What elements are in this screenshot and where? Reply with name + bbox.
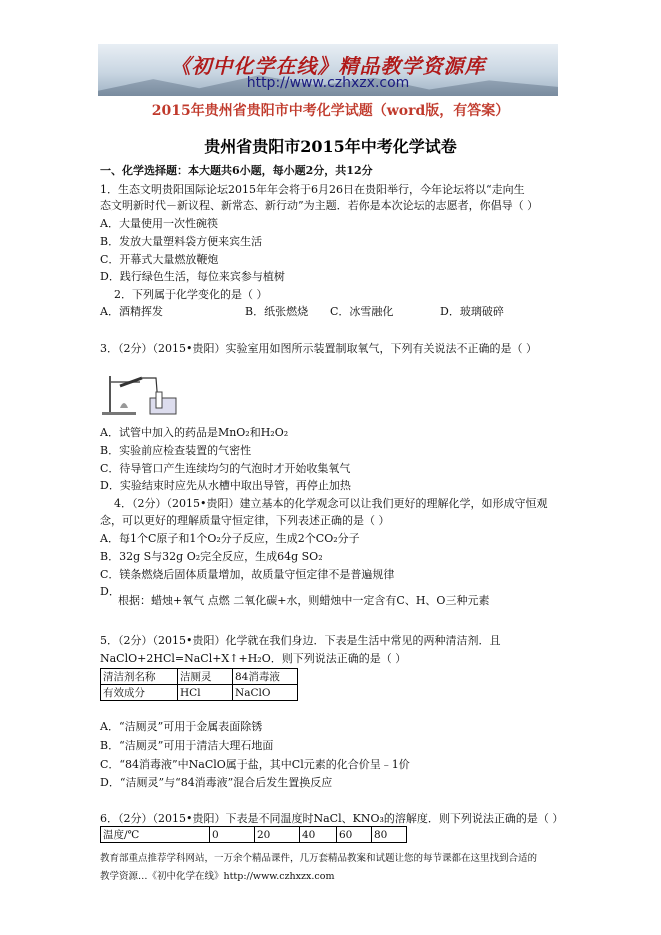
q5-option-c: C．“84消毒液”中NaClO属于盐，其中Cl元素的化合价呈﹣1价 xyxy=(100,758,410,771)
q1-option-c: C．开幕式大量燃放鞭炮 xyxy=(100,253,219,266)
footer-line2[interactable]: 教学资源…《初中化学在线》http://www.czhxzx.com xyxy=(100,871,335,882)
q6-stem: 6．（2分）（2015•贵阳）下表是不同温度时NaCl、KNO₃的溶解度．则下列说法正确的是（ ） xyxy=(100,812,564,825)
q5-option-b: B．“洁厕灵”可用于清洁大理石地面 xyxy=(100,739,274,752)
q4-option-d: 根据：蜡烛+氧气 点燃 二氧化碳+水，则蜡烛中一定含有C、H、O三种元素 xyxy=(118,594,490,607)
table-row xyxy=(101,669,298,685)
water-trough xyxy=(150,398,176,414)
table-cell: 80 xyxy=(372,827,407,843)
q5-option-a: A．“洁厕灵”可用于金属表面除锈 xyxy=(100,720,263,733)
table-cell: NaClO xyxy=(233,685,298,701)
table-cell: 84消毒液 xyxy=(233,669,298,685)
q4-stem-line1: 4．（2分）（2015•贵阳）建立基本的化学观念可以让我们更好的理解化学，如形成守恒观 xyxy=(114,497,548,510)
q3-option-d: D．实验结束时应先从水槽中取出导管，再停止加热 xyxy=(100,479,351,492)
q4-stem-line2: 念，可以更好的理解质量守恒定律，下列表述正确的是（ ） xyxy=(100,514,390,527)
q2-option-b: B．纸张燃烧 xyxy=(245,305,309,318)
q4-option-c: C．镁条燃烧后固体质量增加，故质量守恒定律不是普遍规律 xyxy=(100,568,395,581)
q1-option-a: A．大量使用一次性碗筷 xyxy=(100,217,218,230)
table-cell: HCl xyxy=(178,685,233,701)
q3-stem: 3．（2分）（2015•贵阳）实验室用如图所示装置制取氧气，下列有关说法不正确的是（ ） xyxy=(100,342,537,355)
gas-collecting-bottle xyxy=(156,392,162,408)
q5-option-d: D．“洁厕灵”与“84消毒液”混合后发生置换反应 xyxy=(100,776,333,789)
q1-option-d: D．践行绿色生活，每位来宾参与植树 xyxy=(100,270,285,283)
q4-option-b: B．32g S与32g O₂完全反应，生成64g SO₂ xyxy=(100,550,323,563)
table-cell: 0 xyxy=(210,827,255,843)
stand-base xyxy=(102,412,136,415)
table-row xyxy=(101,685,298,701)
q2-option-a: A．酒精挥发 xyxy=(100,305,163,318)
header-banner xyxy=(98,44,558,96)
q1-stem-line2: 态文明新时代－新议程、新常态、新行动”为主题．若你是本次论坛的志愿者，你倡导（ ） xyxy=(100,199,539,212)
banner-title: 《初中化学在线》精品教学资源库 xyxy=(170,54,486,78)
q3-option-a: A．试管中加入的药品是MnO₂和H₂O₂ xyxy=(100,426,289,439)
alcohol-lamp xyxy=(120,403,128,408)
footer-line1: 教育部重点推荐学科网站，一万余个精品课件，几万套精品教案和试题让您的每节课都在这里找到合适的 xyxy=(100,853,538,864)
q4-option-d-label: D． xyxy=(100,585,120,598)
q4-option-a: A．每1个C原子和1个O₂分子反应，生成2个CO₂分子 xyxy=(100,532,360,545)
table-cell: 温度/℃ xyxy=(101,827,210,843)
document-top-title: 2015年贵州省贵阳市中考化学试题（word版，有答案） xyxy=(151,103,510,119)
table-cell: 有效成分 xyxy=(101,685,178,701)
q5-stem-line1: 5．（2分）（2015•贵阳）化学就在我们身边．下表是生活中常见的两种清洁剂．且 xyxy=(100,634,501,647)
q3-option-b: B．实验前应检查装置的气密性 xyxy=(100,444,252,457)
table-cell: 清洁剂名称 xyxy=(101,669,178,685)
q2-option-c: C．冰雪融化 xyxy=(330,305,394,318)
q1-option-b: B．发放大量塑料袋方便来宾生活 xyxy=(100,235,263,248)
section-heading: 一、化学选择题：本大题共6小题，每小题2分，共12分 xyxy=(100,164,373,177)
table-cell: 洁厕灵 xyxy=(178,669,233,685)
table-cell: 20 xyxy=(255,827,300,843)
table-cell: 60 xyxy=(337,827,372,843)
q5-stem-line2: NaClO+2HCl=NaCl+X↑+H₂O．则下列说法正确的是（ ） xyxy=(100,652,407,665)
q1-stem-line1: 1．生态文明贵阳国际论坛2015年年会将于6月26日在贵阳举行，今年论坛将以“走向生 xyxy=(100,183,525,196)
oxygen-apparatus-figure xyxy=(100,370,180,416)
exam-title: 贵州省贵阳市2015年中考化学试卷 xyxy=(204,137,457,156)
banner-url[interactable]: http://www.czhxzx.com xyxy=(246,75,410,91)
q3-option-c: C．待导管口产生连续均匀的气泡时才开始收集氧气 xyxy=(100,462,351,475)
footer-note xyxy=(100,850,537,882)
table-cell: 40 xyxy=(300,827,337,843)
q6-solubility-table xyxy=(100,826,407,843)
table-row xyxy=(101,827,407,843)
q5-cleaner-table xyxy=(100,668,298,701)
q2-option-d: D．玻璃破碎 xyxy=(440,305,504,318)
q2-stem: 2．下列属于化学变化的是（ ） xyxy=(114,288,268,301)
